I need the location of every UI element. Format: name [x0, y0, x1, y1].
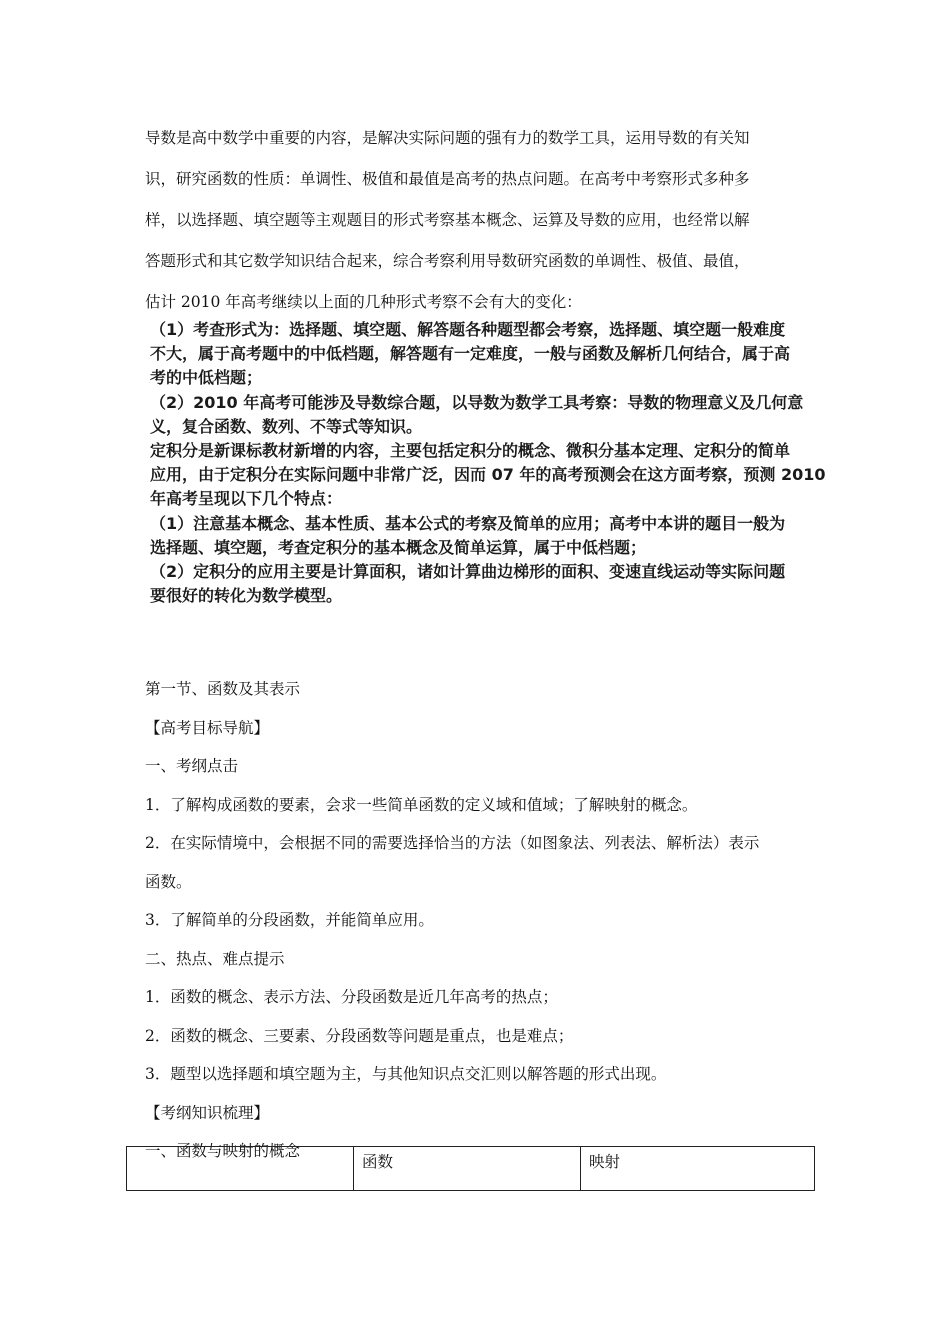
hot-item: 1．函数的概念、表示方法、分段函数是近几年高考的热点；: [145, 988, 558, 1006]
section-functions: [145, 670, 825, 1171]
hot-item: 2．函数的概念、三要素、分段函数等问题是重点，也是难点；: [145, 1026, 574, 1045]
intro-line: 识，研究函数的性质：单调性、极值和最值是高考的热点问题。在高考中考察形式多种多: [145, 170, 750, 188]
table-header-row: [127, 1147, 815, 1191]
goal-heading: 【高考目标导航】: [145, 718, 270, 737]
knowledge-heading: 【考纲知识梳理】: [145, 1103, 270, 1122]
exam-trend-line: 选择题、填空题，考查定积分的基本概念及简单运算，属于中低档题；: [150, 537, 647, 557]
exam-trend-line: （2）2010 年高考可能涉及导数综合题，以导数为数学工具考察：导数的物理意义及几何意: [150, 392, 804, 412]
exam-trend-line: 考的中低档题；: [150, 368, 263, 388]
hot-heading: 二、热点、难点提示: [145, 949, 285, 968]
outline-item: 3．了解简单的分段函数，并能简单应用。: [145, 911, 434, 929]
section-title: 第一节、函数及其表示: [145, 680, 301, 698]
intro-paragraph: [145, 118, 815, 323]
exam-trend-block: [150, 318, 830, 608]
exam-trend-line: 义，复合函数、数列、不等式等知识。: [150, 416, 423, 436]
outline-heading: 一、考纲点击: [145, 757, 239, 775]
table-header-cell: 函数: [354, 1147, 581, 1191]
exam-trend-line: 应用，由于定积分在实际问题中非常广泛，因而 07 年的高考预测会在这方面考察，预测 2010: [150, 465, 826, 485]
intro-line: 答题形式和其它数学知识结合起来，综合考察利用导数研究函数的单调性、极值、最值，: [145, 252, 750, 270]
exam-trend-line: 不大，属于高考题中的中低档题，解答题有一定难度，一般与函数及解析几何结合，属于高: [150, 344, 791, 364]
intro-line: 估计 2010 年高考继续以上面的几种形式考察不会有大的变化：: [145, 293, 582, 311]
exam-trend-line: （1）考查形式为：选择题、填空题、解答题各种题型都会考察，选择题、填空题一般难度: [150, 320, 786, 339]
exam-trend-line: 年高考呈现以下几个特点：: [150, 489, 343, 509]
intro-line: 导数是高中数学中重要的内容，是解决实际问题的强有力的数学工具，运用导数的有关知: [145, 129, 750, 147]
hot-item: 3．题型以选择题和填空题为主，与其他知识点交汇则以解答题的形式出现。: [145, 1065, 667, 1083]
exam-trend-line: 要很好的转化为数学模型。: [150, 586, 343, 606]
outline-item: 1．了解构成函数的要素，会求一些简单函数的定义域和值域；了解映射的概念。: [145, 795, 698, 814]
outline-item: 2．在实际情境中，会根据不同的需要选择恰当的方法（如图象法、列表法、解析法）表示: [145, 834, 760, 852]
function-mapping-table: [126, 1146, 815, 1191]
concept-heading: 一、函数与映射的概念: [145, 1142, 301, 1160]
exam-trend-line: （1）注意基本概念、基本性质、基本公式的考察及简单的应用；高考中本讲的题目一般为: [150, 513, 786, 533]
intro-line: 样，以选择题、填空题等主观题目的形式考察基本概念、运算及导数的应用，也经常以解: [145, 211, 750, 229]
outline-item: 函数。: [145, 872, 192, 891]
table-header-cell: 映射: [581, 1147, 815, 1191]
table-header-cell: [127, 1147, 354, 1191]
exam-trend-line: 定积分是新课标教材新增的内容，主要包括定积分的概念、微积分基本定理、定积分的简单: [150, 441, 791, 461]
exam-trend-line: （2）定积分的应用主要是计算面积，诸如计算曲边梯形的面积、变速直线运动等实际问题: [150, 562, 786, 582]
